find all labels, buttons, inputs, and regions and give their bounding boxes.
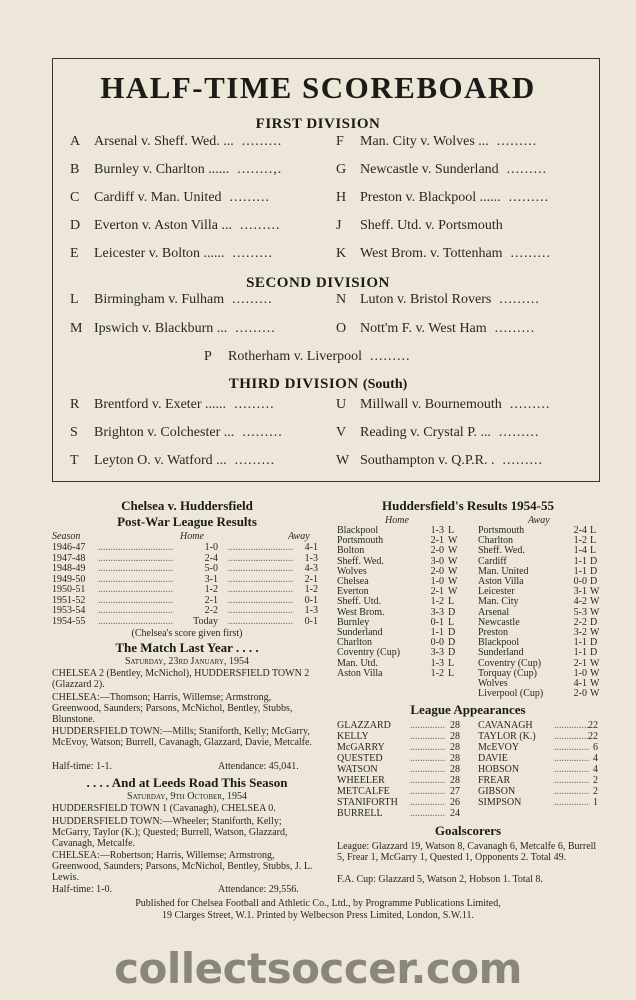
fixture-row: U Millwall v. Bournemouth .........: [336, 397, 551, 412]
result-team: Newcastle: [478, 616, 520, 628]
result-score: 1-2: [430, 596, 444, 608]
appearances-title: League Appearances: [410, 702, 526, 717]
result-score: 2-1: [430, 535, 444, 547]
fixture-row: O Nott'm F. v. West Ham .........: [336, 321, 536, 336]
result-score: 2-0: [430, 565, 444, 577]
dot-leader: ..............: [410, 797, 445, 808]
dot-leader: ..............................: [98, 615, 173, 627]
fixture-row: F Man. City v. Wolves ... .........: [336, 134, 538, 149]
dot-leader: ..........................: [228, 573, 293, 585]
player-name: DAVIE: [478, 753, 508, 764]
result-score: 0-1: [430, 616, 444, 628]
fixture-row: V Reading v. Crystal P. ... .........: [336, 425, 540, 440]
publisher-footer: [0, 898, 636, 922]
scoreboard-title: HALF-TIME SCOREBOARD: [100, 70, 536, 105]
result-score: 1-1: [573, 647, 587, 659]
result-letter: W: [448, 545, 458, 557]
last-year-halftime: Half-time: 1-1.: [52, 761, 112, 772]
appearance-count: 28: [450, 742, 460, 753]
result-team: Chelsea: [337, 576, 369, 587]
result-team: Man. City: [478, 596, 519, 608]
result-letter: L: [448, 596, 455, 608]
last-year-huddersfield-team: HUDDERSFIELD TOWN:—Mills; Staniforth, Kelly; McGarry, McEvoy, Watson; Burrell, Cavanagh, Glazzard, Davie, Metcalfe.: [52, 726, 312, 748]
dot-leader: ..............: [554, 764, 589, 775]
result-score: 2-2: [573, 616, 587, 628]
result-team: West Brom.: [337, 606, 385, 618]
result-team: Sunderland: [337, 627, 383, 638]
result-letter: L: [448, 525, 455, 536]
fixture-row: N Luton v. Bristol Rovers .........: [336, 292, 540, 307]
result-letter: D: [590, 565, 598, 577]
result-letter: D: [590, 637, 598, 649]
away-score-cell: 4-1: [304, 542, 318, 553]
result-team: Blackpool: [337, 525, 379, 536]
player-name: BURRELL: [337, 808, 383, 819]
result-score: 3-0: [430, 555, 444, 567]
away-score-cell: 0-1: [304, 594, 318, 606]
leeds-road-title: . . . . And at Leeds Road This Season: [86, 775, 288, 790]
result-team: Man. Utd.: [337, 657, 378, 669]
col-head-away: Away: [288, 531, 310, 542]
result-letter: W: [590, 586, 600, 598]
dot-leader: ..............: [554, 731, 589, 742]
result-score: 2-1: [430, 586, 444, 598]
col-head-home: Home: [180, 531, 204, 542]
away-score-cell: 0-1: [304, 615, 318, 627]
last-year-title: The Match Last Year . . . .: [115, 640, 259, 655]
result-score: 1-1: [430, 627, 444, 638]
col-head-season: Season: [52, 531, 81, 542]
leeds-road-attendance: Attendance: 29,556.: [218, 884, 299, 895]
result-team: Coventry (Cup): [478, 657, 542, 669]
result-score: 2-4: [573, 525, 587, 536]
result-score: 1-0: [430, 576, 444, 587]
appearance-count: 28: [450, 720, 460, 731]
result-team: Cardiff: [478, 555, 507, 567]
home-score-cell: 1-0: [204, 542, 218, 553]
fixture-row: E Leicester v. Bolton ...... .........: [70, 246, 274, 261]
result-letter: W: [590, 606, 600, 618]
result-team: Charlton: [337, 637, 372, 649]
postwar-title-2: Post-War League Results: [117, 514, 257, 529]
fixture-row: S Brighton v. Colchester ... .........: [70, 425, 283, 440]
fixture-row: P Rotherham v. Liverpool .........: [204, 349, 411, 364]
player-name: SIMPSON: [478, 797, 522, 808]
dot-leader: ..............................: [98, 605, 173, 616]
fixture-row: J Sheff. Utd. v. Portsmouth: [336, 218, 503, 233]
second-division-title: SECOND DIVISION: [246, 275, 390, 291]
fixture-row: L Birmingham v. Fulham .........: [70, 292, 273, 307]
result-letter: W: [590, 688, 600, 700]
player-name: HOBSON: [478, 764, 520, 775]
result-score: 3-3: [430, 606, 444, 618]
result-letter: L: [590, 525, 597, 536]
dot-leader: ..............: [410, 753, 445, 764]
result-team: Sheff. Wed.: [478, 545, 525, 557]
fixture-row: D Everton v. Aston Villa ... .........: [70, 218, 281, 233]
result-letter: W: [590, 596, 600, 608]
season-cell: 1947-48: [52, 552, 86, 564]
result-letter: D: [448, 627, 456, 638]
result-letter: D: [448, 647, 456, 659]
player-name: GIBSON: [478, 786, 516, 797]
first-division-title: FIRST DIVISION: [255, 116, 381, 132]
leeds-road-date: Saturday, 9th October, 1954: [127, 791, 247, 802]
fixture-row: H Preston v. Blackpool ...... .........: [336, 190, 550, 205]
away-score-cell: 4-3: [304, 563, 318, 574]
result-letter: L: [590, 545, 597, 557]
season-cell: 1953-54: [52, 605, 86, 616]
home-score-cell: 2-1: [204, 594, 218, 606]
fixture-row: W Southampton v. Q.P.R. . .........: [336, 453, 543, 468]
result-score: 3-2: [573, 627, 587, 638]
result-letter: W: [448, 576, 458, 587]
fixture-row: M Ipswich v. Blackburn ... .........: [70, 321, 276, 336]
dot-leader: ..........................: [228, 552, 293, 564]
hudd-results-title: Huddersfield's Results 1954-55: [382, 498, 554, 513]
season-cell: 1954-55: [52, 615, 86, 627]
dot-leader: ..............: [410, 731, 445, 742]
footer-line-2: 19 Clarges Street, W.1. Printed by Welbecson Press Limited, London, S.W.11.: [162, 910, 474, 921]
fixture-row: B Burnley v. Charlton ...... ........,.: [70, 162, 283, 177]
result-letter: D: [448, 606, 456, 618]
away-score-cell: 2-1: [304, 573, 318, 585]
away-score-cell: 1-3: [304, 552, 318, 564]
result-letter: W: [590, 657, 600, 669]
player-name: STANIFORTH: [337, 797, 398, 808]
dot-leader: ..........................: [228, 615, 293, 627]
home-score-cell: Today: [193, 615, 218, 627]
home-score-cell: 2-4: [204, 552, 218, 564]
fixture-row: K West Brom. v. Tottenham .........: [336, 246, 552, 261]
appearance-count: 2: [593, 786, 598, 797]
leeds-road-chelsea-team: CHELSEA:—Robertson; Harris, Willemse; Armstrong, Greenwood, Saunders; Parsons, McNichol, Bentley, Stubbs, J. L. Lewis.: [52, 850, 313, 883]
player-name: WATSON: [337, 764, 378, 775]
result-score: 1-1: [573, 565, 587, 577]
appearance-count: 28: [450, 753, 460, 764]
last-year-chelsea-team: CHELSEA:—Thomson; Harris, Willemse; Armstrong, Greenwood, Saunders; Parsons, McNichol, Bentley, Stubbs, Blunstone.: [52, 692, 293, 725]
result-letter: L: [448, 616, 455, 628]
fixture-row: T Leyton O. v. Watford ... .........: [70, 453, 276, 468]
result-score: 3-3: [430, 647, 444, 659]
third-division-title: THIRD DIVISION (South): [228, 376, 408, 392]
postwar-title-1: Chelsea v. Huddersfield: [121, 498, 253, 513]
result-team: Blackpool: [478, 637, 520, 649]
dot-leader: ..............................: [98, 594, 173, 606]
player-name: QUESTED: [337, 753, 383, 764]
dot-leader: ..........................: [228, 584, 293, 595]
result-team: Arsenal: [478, 606, 510, 618]
home-score-cell: 2-2: [204, 605, 218, 616]
appearance-count: 28: [450, 764, 460, 775]
result-score: 4-2: [573, 596, 587, 608]
result-team: Aston Villa: [337, 667, 383, 679]
dot-leader: ..............: [410, 808, 445, 819]
result-team: Portsmouth: [337, 535, 384, 547]
result-score: 1-2: [430, 667, 444, 679]
player-name: CAVANAGH: [478, 720, 533, 731]
last-year-result: CHELSEA 2 (Bentley, McNichol), HUDDERSFIELD TOWN 2 (Glazzard 2).: [52, 668, 310, 690]
result-team: Leicester: [478, 586, 515, 598]
player-name: KELLY: [337, 731, 369, 742]
home-score-cell: 1-2: [204, 584, 218, 595]
player-name: TAYLOR (K.): [478, 731, 536, 742]
result-letter: D: [448, 637, 456, 649]
dot-leader: ..............: [554, 786, 589, 797]
leeds-road-result: HUDDERSFIELD TOWN 1 (Cavanagh), CHELSEA 0.: [52, 803, 276, 814]
leeds-road-huddersfield-team: HUDDERSFIELD TOWN:—Wheeler; Staniforth, Kelly; McGarry, Taylor (K.); Quested; Burrell, Watson, Glazzard, Cavanagh, Metcalfe.: [52, 816, 288, 849]
leeds-road-halftime: Half-time: 1-0.: [52, 884, 112, 895]
fixture-row: C Cardiff v. Man. United .........: [70, 190, 271, 205]
result-score: 4-1: [573, 678, 587, 689]
result-letter: D: [590, 576, 598, 587]
fixture-row: R Brentford v. Exeter ...... .........: [70, 397, 275, 412]
away-score-cell: 1-3: [304, 605, 318, 616]
result-team: Sheff. Utd.: [337, 596, 381, 608]
dot-leader: ..............................: [98, 573, 173, 585]
appearance-count: 4: [593, 753, 598, 764]
result-team: Man. United: [478, 565, 529, 577]
player-name: McEVOY: [478, 742, 520, 753]
home-score-cell: 5-0: [204, 563, 218, 574]
appearance-count: 22: [588, 731, 598, 742]
player-name: METCALFE: [337, 786, 390, 797]
dot-leader: ..........................: [228, 542, 293, 553]
result-score: 1-3: [430, 525, 444, 536]
result-team: Wolves: [337, 565, 367, 577]
result-letter: D: [590, 647, 598, 659]
result-team: Torquay (Cup): [478, 667, 538, 679]
dot-leader: ..............: [554, 742, 589, 753]
dot-leader: ..............: [410, 720, 445, 731]
result-score: 0-0: [430, 637, 444, 649]
result-letter: W: [590, 627, 600, 638]
dot-leader: ..............: [410, 742, 445, 753]
result-letter: D: [590, 555, 598, 567]
result-letter: L: [590, 535, 597, 547]
result-team: Everton: [337, 586, 369, 598]
appearance-count: 28: [450, 775, 460, 786]
result-letter: W: [590, 678, 600, 689]
dot-leader: ..........................: [228, 594, 293, 606]
player-name: FREAR: [478, 775, 511, 786]
player-name: McGARRY: [337, 742, 385, 753]
appearance-count: 4: [593, 764, 598, 775]
appearance-count: 2: [593, 775, 598, 786]
goalscorers-fa-cup: F.A. Cup: Glazzard 5, Watson 2, Hobson 1. Total 8.: [337, 874, 543, 885]
result-score: 1-1: [573, 555, 587, 567]
result-score: 1-3: [430, 657, 444, 669]
result-team: Preston: [478, 627, 508, 638]
dot-leader: ..............: [554, 753, 589, 764]
season-cell: 1948-49: [52, 563, 86, 574]
fixture-row: G Newcastle v. Sunderland .........: [336, 162, 548, 177]
appearance-count: 27: [450, 786, 460, 797]
result-letter: W: [590, 667, 600, 679]
result-score: 1-0: [573, 667, 587, 679]
player-name: GLAZZARD: [337, 720, 391, 731]
result-team: Charlton: [478, 535, 513, 547]
result-score: 0-0: [573, 576, 587, 587]
result-letter: W: [448, 535, 458, 547]
result-team: Sunderland: [478, 647, 524, 659]
season-cell: 1950-51: [52, 584, 86, 595]
result-score: 2-0: [573, 688, 587, 700]
last-year-date: Saturday, 23rd January, 1954: [124, 656, 250, 667]
score-note: (Chelsea's score given first): [131, 628, 243, 639]
result-score: 2-0: [430, 545, 444, 557]
hudd-home-label: Home: [385, 515, 409, 526]
dot-leader: ..............................: [98, 584, 173, 595]
dot-leader: ..............................: [98, 552, 173, 564]
season-cell: 1946-47: [52, 542, 86, 553]
result-team: Burnley: [337, 616, 370, 628]
footer-line-1: Published for Chelsea Football and Athletic Co., Ltd., by Programme Publications Limited,: [135, 898, 501, 909]
season-cell: 1949-50: [52, 573, 86, 585]
dot-leader: ..............................: [98, 563, 173, 574]
dot-leader: ..............: [554, 797, 589, 808]
season-cell: 1951-52: [52, 594, 86, 606]
result-letter: W: [448, 555, 458, 567]
dot-leader: ..........................: [228, 605, 293, 616]
dot-leader: ..........................: [228, 563, 293, 574]
appearance-count: 24: [450, 808, 460, 819]
dot-leader: ..............: [410, 764, 445, 775]
player-name: WHEELER: [337, 775, 385, 786]
result-team: Sheff. Wed.: [337, 555, 384, 567]
result-team: Portsmouth: [478, 525, 525, 536]
last-year-attendance: Attendance: 45,041.: [218, 761, 299, 772]
result-team: Bolton: [337, 545, 365, 557]
result-score: 1-2: [573, 535, 587, 547]
appearance-count: 28: [450, 731, 460, 742]
result-team: Wolves: [478, 678, 508, 689]
result-team: Liverpool (Cup): [478, 688, 544, 700]
result-letter: L: [448, 667, 455, 679]
result-score: 5-3: [573, 606, 587, 618]
appearance-count: 6: [593, 742, 598, 753]
dot-leader: ..............: [554, 775, 589, 786]
result-letter: D: [590, 616, 598, 628]
appearance-count: 1: [593, 797, 598, 808]
result-letter: W: [448, 565, 458, 577]
goalscorers-league: League: Glazzard 19, Watson 8, Cavanagh 6, Metcalfe 6, Burrell 5, Frear 1, McGarry 1, Quested 1, Opponents 2. Total 49.: [337, 841, 597, 863]
watermark: collectsoccer.com: [114, 944, 522, 993]
result-letter: L: [448, 657, 455, 669]
dot-leader: ..............: [410, 786, 445, 797]
goalscorers-title: Goalscorers: [434, 823, 502, 838]
dot-leader: ..............: [410, 775, 445, 786]
result-team: Coventry (Cup): [337, 647, 401, 659]
result-score: 1-4: [573, 545, 587, 557]
hudd-away-label: Away: [528, 515, 550, 526]
away-score-cell: 1-2: [304, 584, 318, 595]
result-score: 1-1: [573, 637, 587, 649]
result-score: 2-1: [573, 657, 587, 669]
result-team: Aston Villa: [478, 576, 524, 587]
result-score: 3-1: [573, 586, 587, 598]
appearance-count: 26: [450, 797, 460, 808]
dot-leader: ..............................: [98, 542, 173, 553]
dot-leader: ..............: [554, 720, 589, 731]
fixture-row: A Arsenal v. Sheff. Wed. ... .........: [70, 134, 283, 149]
appearance-count: 22: [588, 720, 598, 731]
home-score-cell: 3-1: [204, 573, 218, 585]
result-letter: W: [448, 586, 458, 598]
